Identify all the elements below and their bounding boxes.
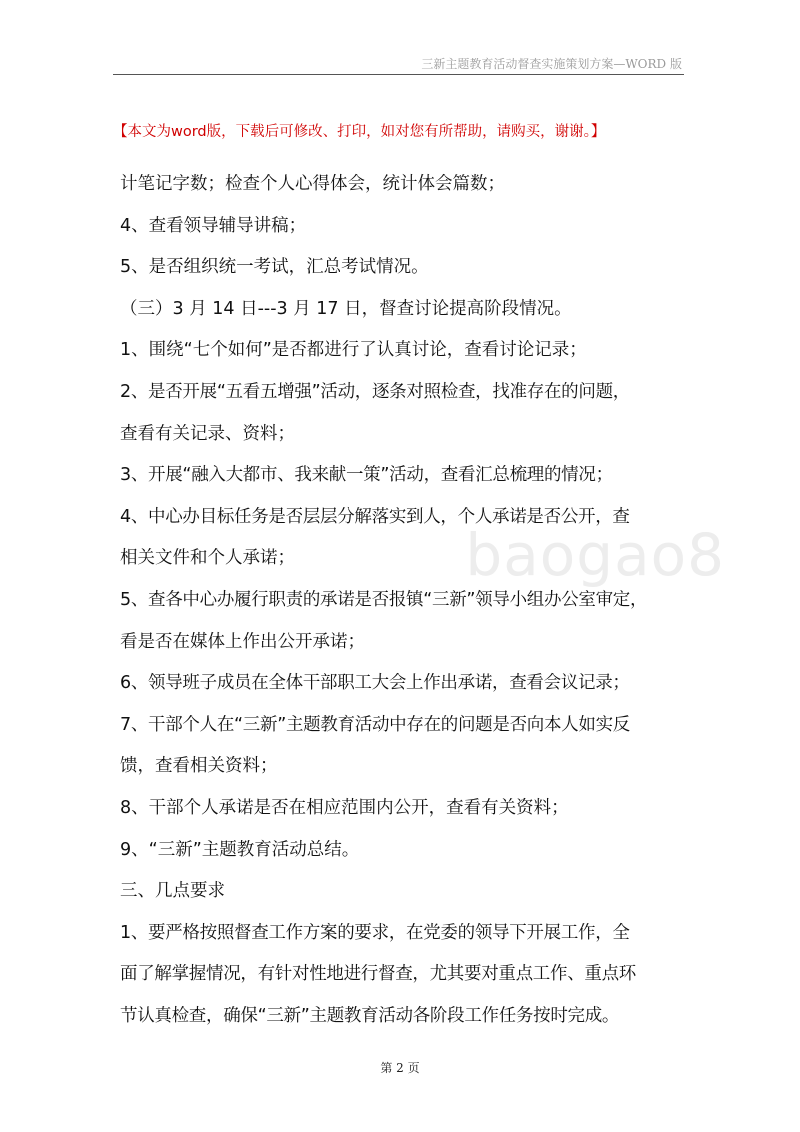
body-line: 8、干部个人承诺是否在相应范围内公开，查看有关资料； bbox=[120, 797, 569, 818]
page-number: 第 2 页 bbox=[380, 1061, 420, 1075]
body-line: 相关文件和个人承诺； bbox=[120, 548, 295, 569]
document-body bbox=[120, 164, 690, 1037]
body-line: 6、领导班子成员在全体干部职工大会上作出承诺，查看会议记录； bbox=[120, 673, 630, 694]
body-line: 计笔记字数；检查个人心得体会，统计体会篇数； bbox=[120, 174, 505, 194]
body-line: 节认真检查，确保“三新”主题教育活动各阶段工作任务按时完成。 bbox=[120, 1005, 620, 1026]
body-line: 3、开展“融入大都市、我来献一策”活动，查看汇总梳理的情况； bbox=[120, 465, 613, 486]
body-line: 4、查看领导辅导讲稿； bbox=[120, 215, 307, 236]
header-divider bbox=[113, 74, 684, 75]
body-line: 1、要严格按照督查工作方案的要求，在党委的领导下开展工作，全 bbox=[120, 922, 630, 943]
body-line: 看是否在媒体上作出公开承诺； bbox=[120, 631, 365, 652]
body-line: 5、是否组织统一考试，汇总考试情况。 bbox=[120, 257, 429, 278]
body-line: 查看有关记录、资料； bbox=[120, 423, 295, 444]
body-line: （三）3 月 14 日---3 月 17 日，督查讨论提高阶段情况。 bbox=[120, 298, 572, 319]
body-line: 面了解掌握情况，有针对性地进行督查，尤其要对重点工作、重点环 bbox=[120, 964, 636, 985]
body-line: 4、中心办目标任务是否层层分解落实到人，个人承诺是否公开，查 bbox=[120, 506, 630, 527]
body-line: 5、查各中心办履行职责的承诺是否报镇“三新”领导小组办公室审定， bbox=[120, 589, 648, 610]
body-line: 馈，查看相关资料； bbox=[120, 756, 278, 777]
header-title: 三新主题教育活动督查实施策划方案—WORD 版 bbox=[421, 57, 682, 71]
watermark: baogao8 bbox=[465, 521, 726, 589]
purchase-notice: 【本文为word版，下载后可修改、打印，如对您有所帮助，请购买，谢谢。】 bbox=[113, 124, 606, 140]
body-line: 9、“三新”主题教育活动总结。 bbox=[120, 839, 360, 860]
body-line: 7、干部个人在“三新”主题教育活动中存在的问题是否向本人如实反 bbox=[120, 714, 630, 735]
body-line: 1、围绕“七个如何”是否都进行了认真讨论，查看讨论记录； bbox=[120, 340, 587, 361]
section-heading: 三、几点要求 bbox=[120, 881, 225, 902]
body-line: 2、是否开展“五看五增强”活动，逐条对照检查，找准存在的问题， bbox=[120, 381, 630, 402]
